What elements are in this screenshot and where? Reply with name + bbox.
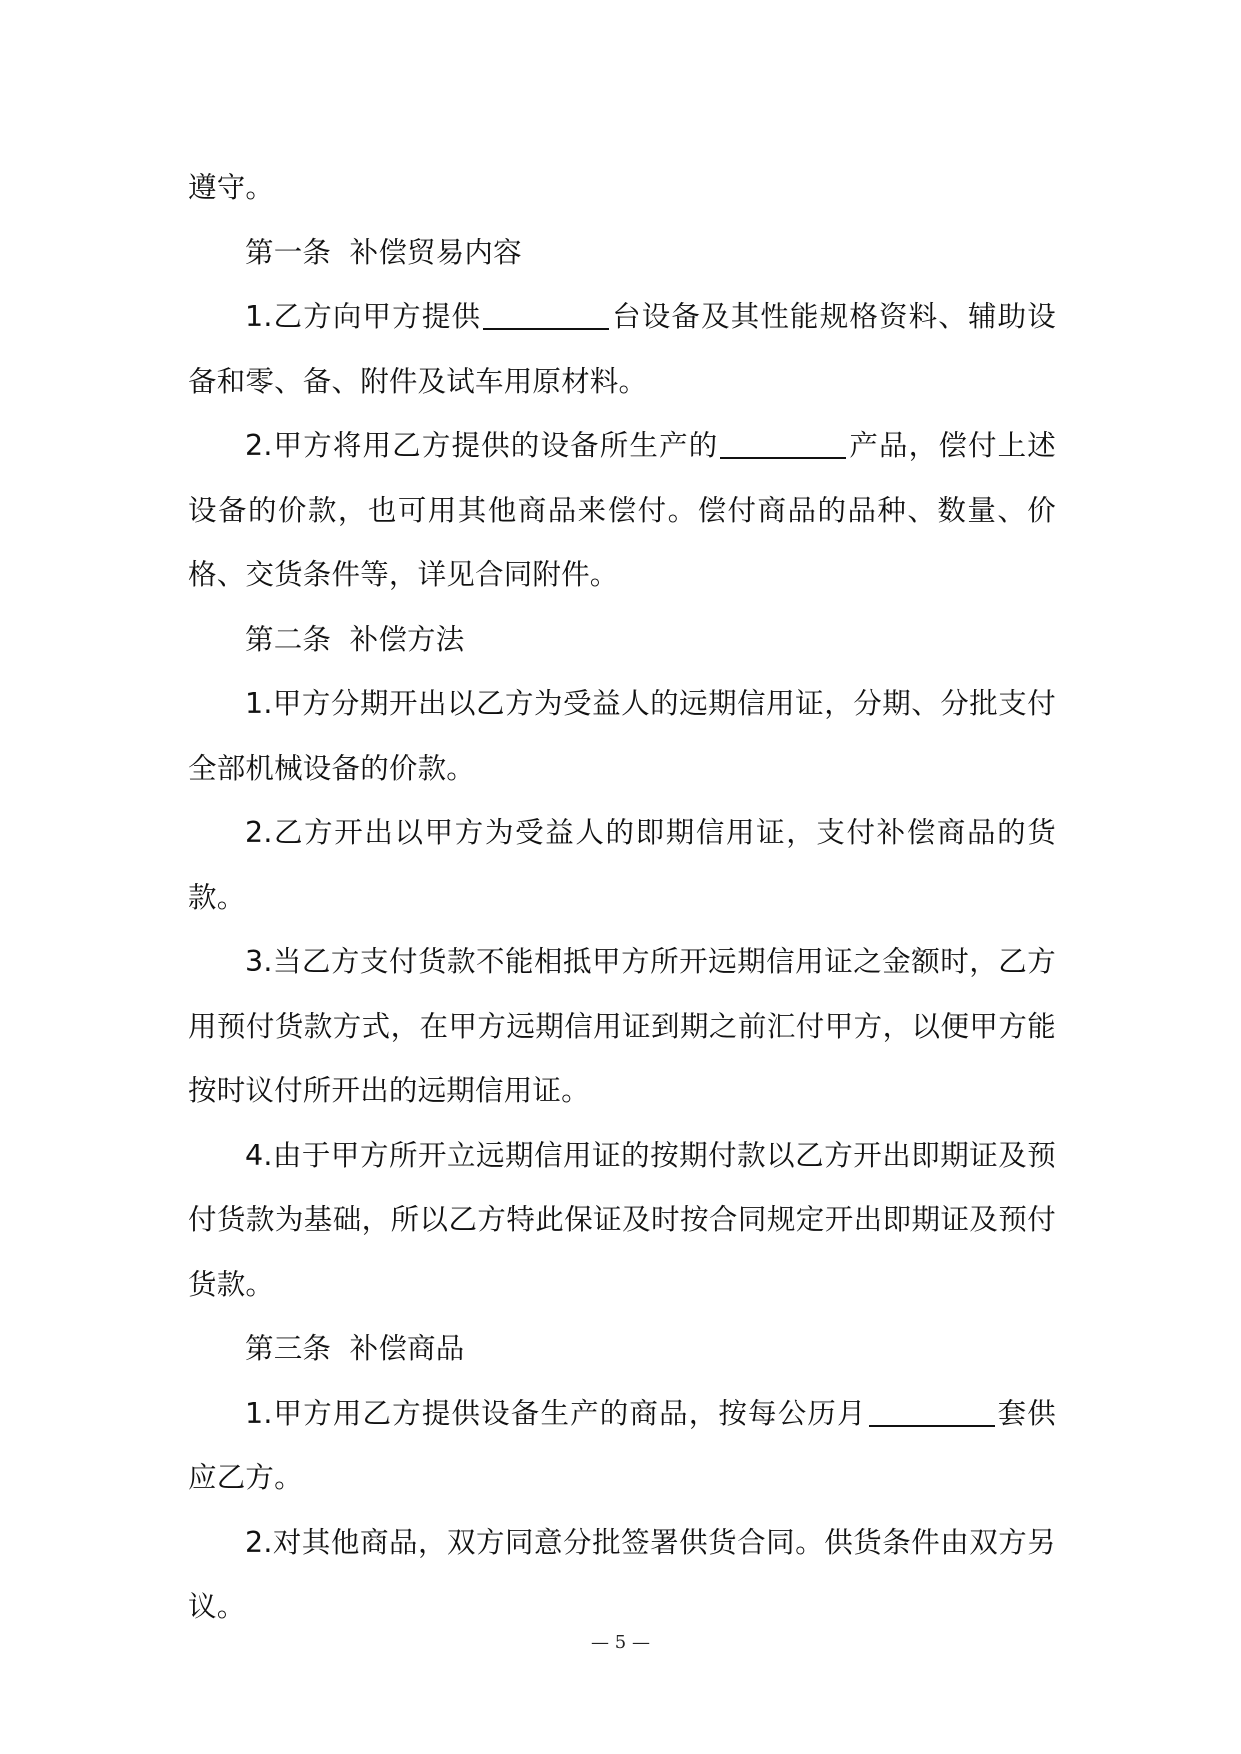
article-2-clause-1 bbox=[188, 672, 1056, 801]
heading-text: 第三条 补偿商品 bbox=[245, 1332, 465, 1365]
clause-text: 4.由于甲方所开立远期信用证的按期付款以乙方开出即期证及预付货款为基础，所以乙方特此保证及时按合同规定开出即期证及预付货款。 bbox=[188, 1138, 1056, 1301]
article-2-clause-3 bbox=[188, 930, 1056, 1124]
paragraph-continuation bbox=[188, 156, 1056, 221]
heading-text: 第二条 补偿方法 bbox=[245, 622, 465, 656]
clause-text-after: 产品，偿付上述设备的价款，也可用其他商品来偿付。偿付商品的品种、数量、价格、交货条件等，详见合同附件。 bbox=[188, 429, 1057, 591]
heading-text: 第一条 补偿贸易内容 bbox=[245, 235, 522, 269]
fill-in-blank bbox=[720, 429, 846, 459]
article-3-clause-1 bbox=[188, 1382, 1056, 1511]
paragraph-text: 遵守。 bbox=[188, 171, 275, 204]
article-heading-3 bbox=[188, 1317, 1056, 1382]
article-heading-2 bbox=[188, 608, 1056, 673]
fill-in-blank bbox=[869, 1397, 995, 1427]
article-1-clause-2 bbox=[188, 414, 1056, 608]
clause-text-after: 台设备及其性能规格资料、辅助设备和零、备、附件及试车用原材料。 bbox=[188, 300, 1056, 398]
clause-text-before: 2.甲方将用乙方提供的设备所生产的 bbox=[245, 429, 719, 462]
fill-in-blank bbox=[483, 300, 609, 330]
clause-text: 2.乙方开出以甲方为受益人的即期信用证，支付补偿商品的货款。 bbox=[188, 816, 1056, 914]
clause-text: 1.甲方分期开出以乙方为受益人的远期信用证，分期、分批支付全部机械设备的价款。 bbox=[188, 687, 1056, 785]
clause-text-before: 1.甲方用乙方提供设备生产的商品，按每公历月 bbox=[245, 1396, 867, 1430]
article-2-clause-2 bbox=[188, 801, 1056, 930]
clause-text: 2.对其他商品，双方同意分批签署供货合同。供货条件由双方另议。 bbox=[188, 1525, 1056, 1623]
clause-text-before: 1.乙方向甲方提供 bbox=[245, 300, 482, 333]
document-body bbox=[188, 156, 1056, 1640]
article-heading-1 bbox=[188, 221, 1056, 286]
clause-text: 3.当乙方支付货款不能相抵甲方所开远期信用证之金额时，乙方用预付货款方式，在甲方远期信用证到期之前汇付甲方，以便甲方能按时议付所开出的远期信用证。 bbox=[188, 945, 1056, 1107]
article-2-clause-4 bbox=[188, 1124, 1056, 1318]
article-3-clause-2 bbox=[188, 1511, 1056, 1640]
page-number: — 5 — bbox=[591, 1632, 650, 1653]
clause-text-after: 套供应乙方。 bbox=[188, 1396, 1057, 1494]
article-1-clause-1 bbox=[188, 285, 1056, 414]
